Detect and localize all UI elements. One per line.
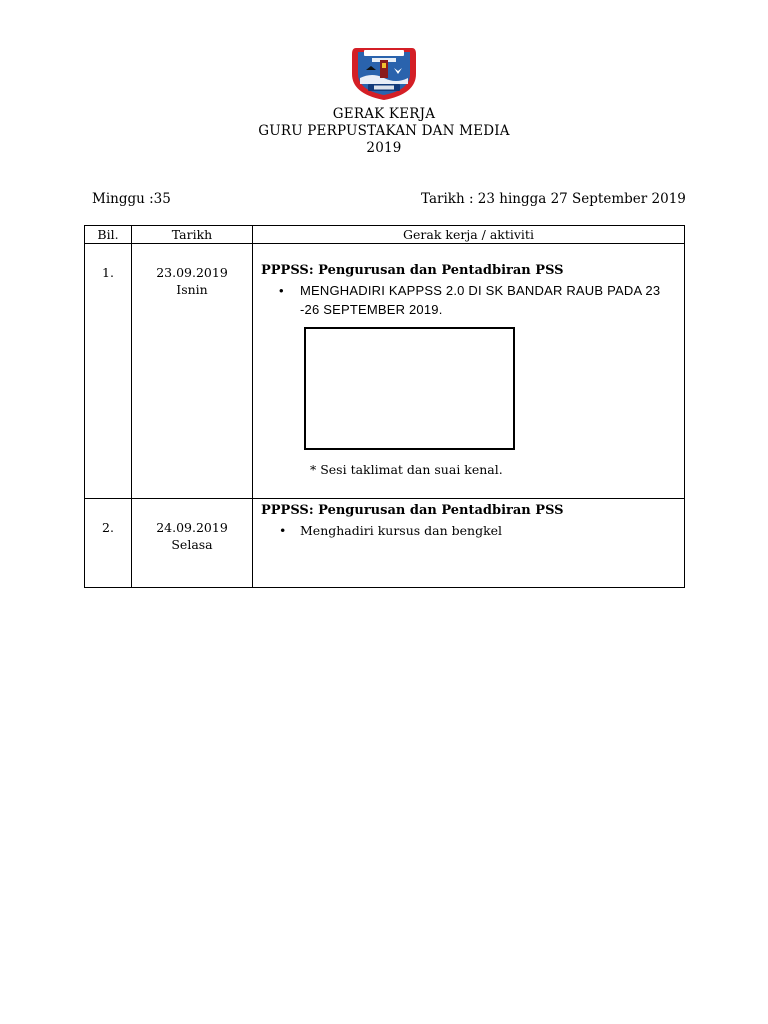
activity-list bbox=[261, 521, 678, 540]
activity-list bbox=[261, 281, 678, 319]
row-date-cell bbox=[132, 499, 253, 588]
header-tarikh: Tarikh bbox=[132, 226, 253, 244]
date-range-label: Tarikh : 23 hingga 27 September 2019 bbox=[421, 191, 686, 207]
header-activity: Gerak kerja / aktiviti bbox=[253, 226, 685, 244]
photo-placeholder bbox=[304, 327, 515, 450]
school-logo-icon bbox=[348, 44, 420, 102]
photo-caption: * Sesi taklimat dan suai kenal. bbox=[310, 462, 503, 477]
table-header-row bbox=[85, 226, 685, 244]
activity-heading: PPPSS: Pengurusan dan Pentadbiran PSS bbox=[261, 503, 564, 518]
row-activity-cell bbox=[253, 499, 685, 588]
table-row bbox=[85, 244, 685, 499]
row-number: 2. bbox=[85, 499, 132, 588]
activity-text: Menghadiri kursus dan bengkel bbox=[300, 523, 503, 538]
document-year: 2019 bbox=[366, 140, 402, 156]
document-subtitle: GURU PERPUSTAKAN DAN MEDIA bbox=[258, 123, 510, 139]
row-number: 1. bbox=[85, 244, 132, 499]
row-date-cell bbox=[132, 244, 253, 499]
bullet-icon: • bbox=[279, 283, 284, 298]
list-item bbox=[261, 521, 678, 540]
week-label: Minggu :35 bbox=[92, 191, 171, 207]
row-activity-cell bbox=[253, 244, 685, 499]
activity-text: MENGHADIRI KAPPSS 2.0 DI SK BANDAR RAUB PADA 23 -26 SEPTEMBER 2019. bbox=[300, 283, 661, 317]
row-date: 24.09.2019 bbox=[156, 520, 228, 535]
bullet-icon: • bbox=[279, 523, 287, 538]
document-title-block bbox=[0, 106, 768, 157]
activity-heading: PPPSS: Pengurusan dan Pentadbiran PSS bbox=[261, 263, 564, 278]
work-schedule-table bbox=[84, 225, 685, 588]
table-row bbox=[85, 499, 685, 588]
list-item bbox=[261, 281, 678, 319]
document-title: GERAK KERJA bbox=[332, 106, 436, 122]
header-bil: Bil. bbox=[85, 226, 132, 244]
row-date: 23.09.2019 bbox=[156, 265, 228, 280]
row-day: Selasa bbox=[171, 537, 213, 552]
row-day: Isnin bbox=[176, 282, 208, 297]
